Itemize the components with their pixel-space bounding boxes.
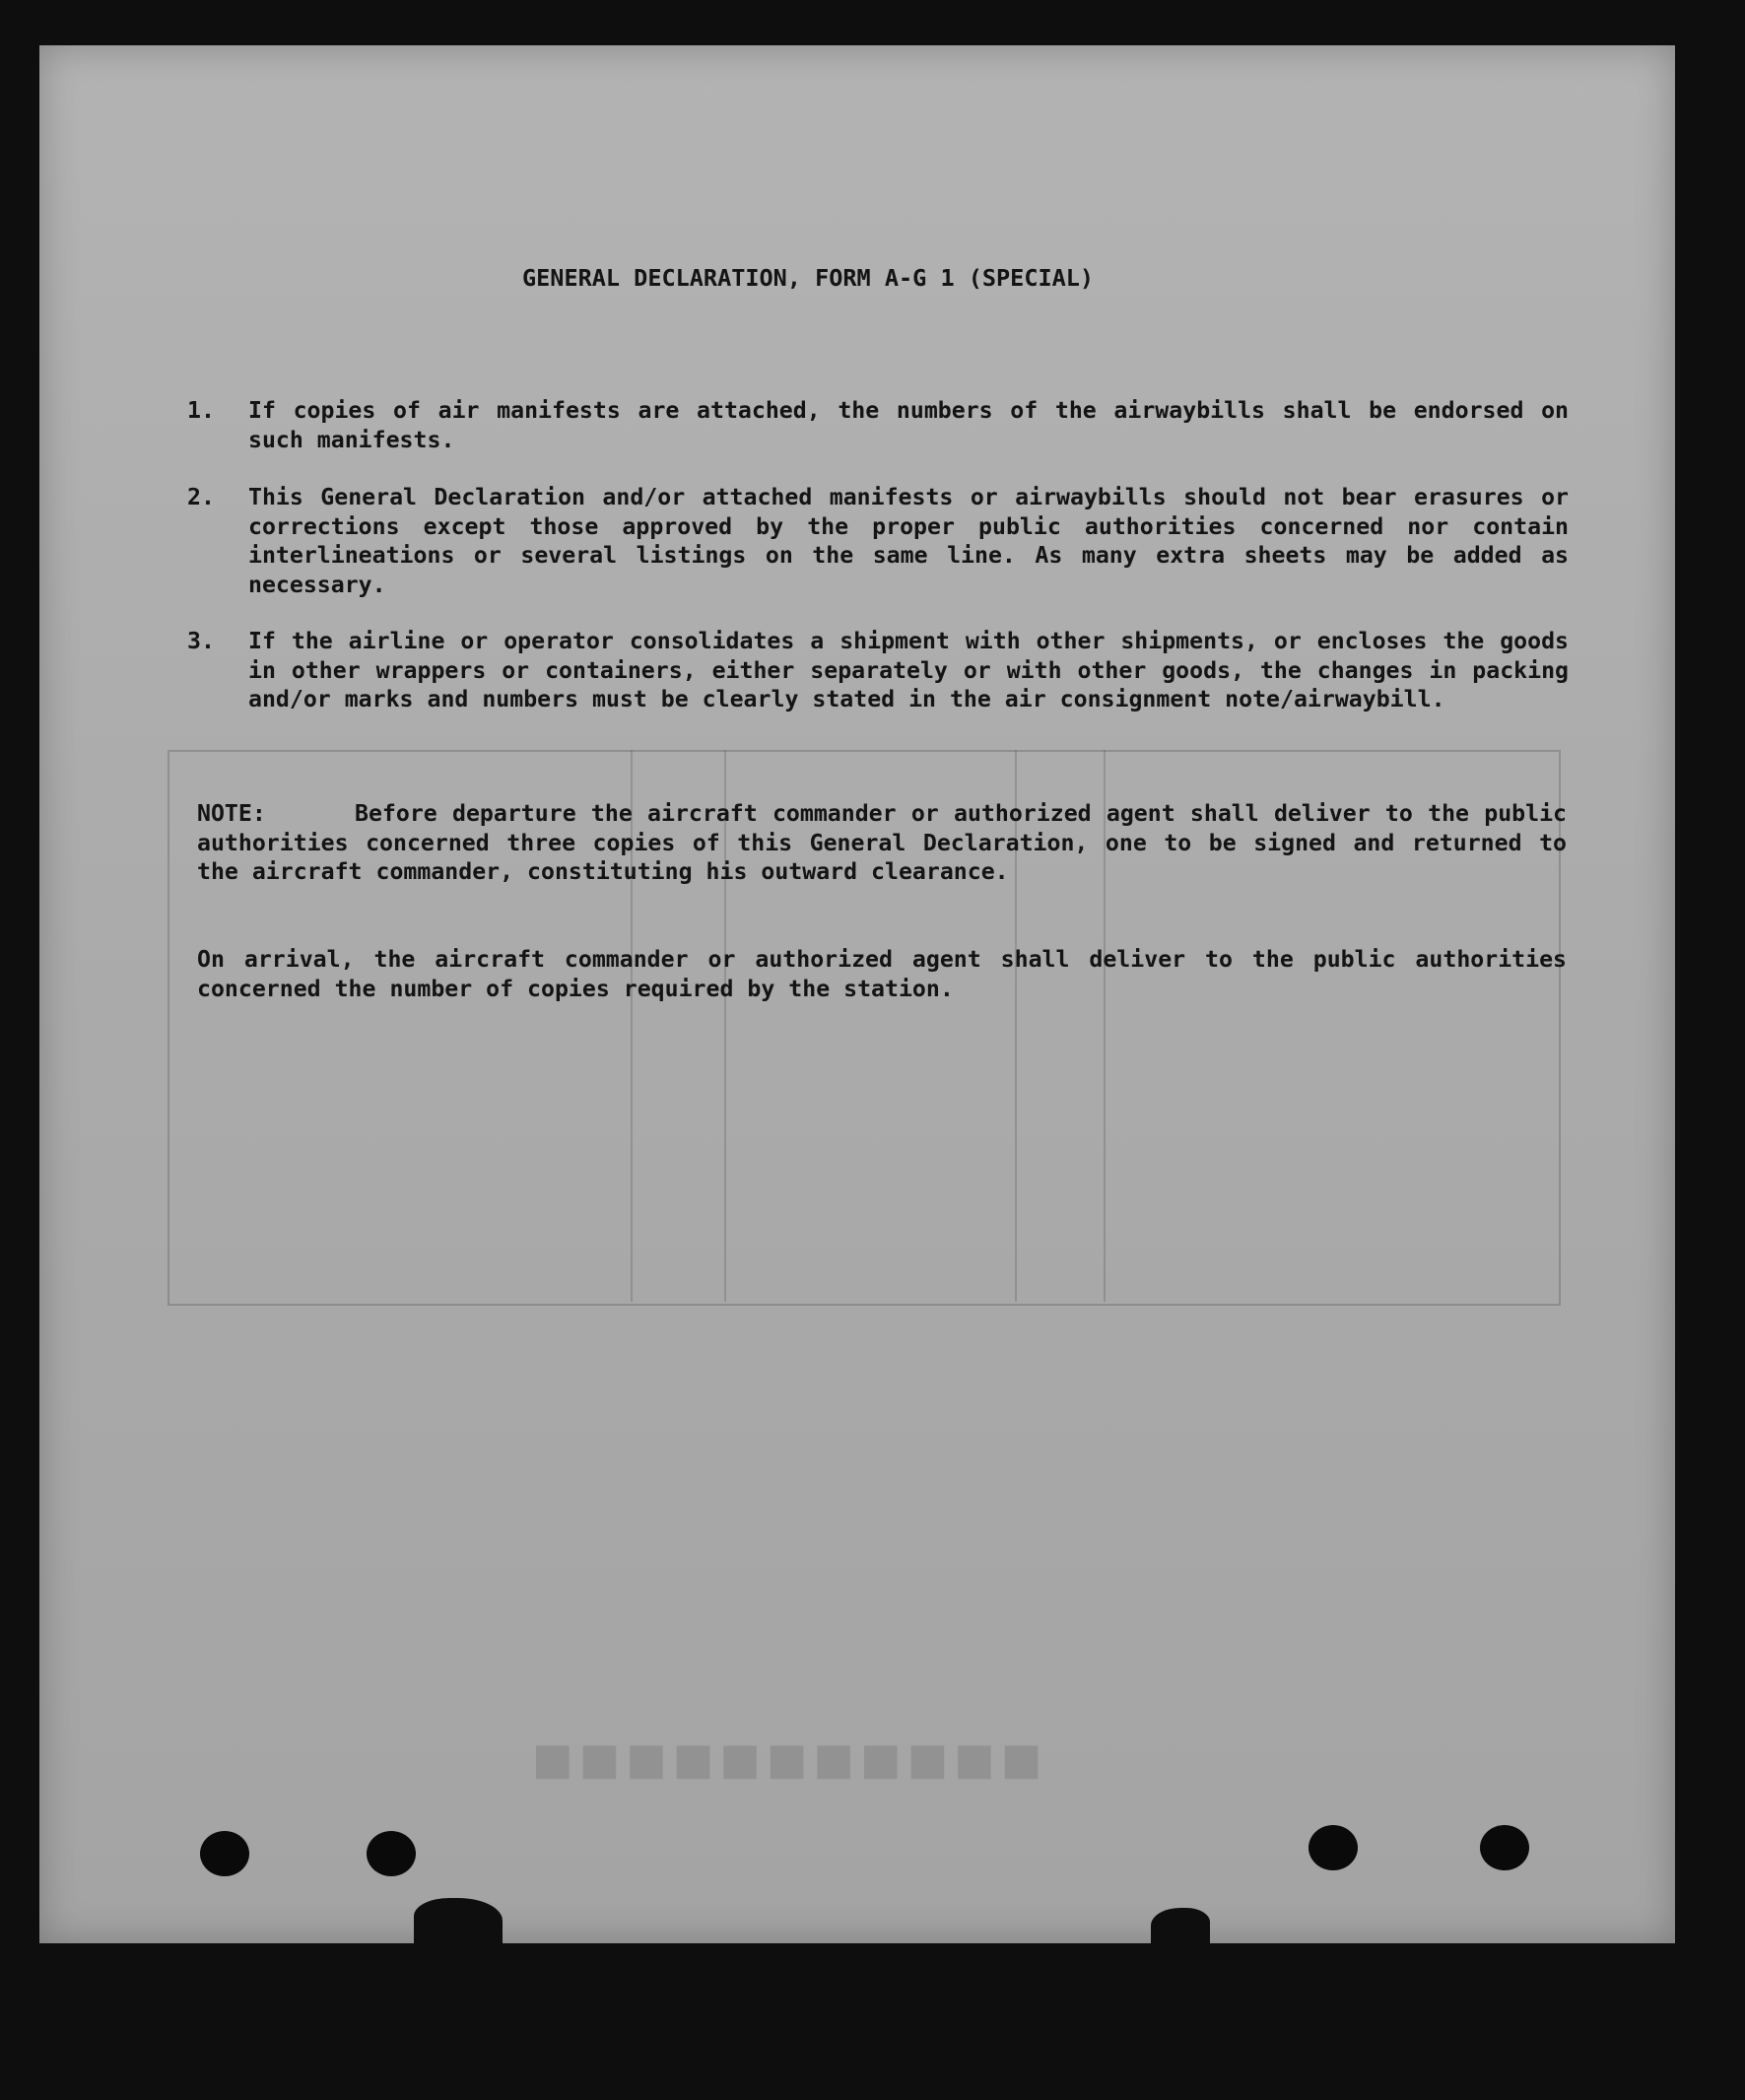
item-number: 1. bbox=[187, 397, 215, 424]
note-paragraph-1 bbox=[197, 799, 1567, 887]
note-text: On arrival, the aircraft commander or authorized agent shall deliver to the public authorities concerned the number of copies required by the station. bbox=[197, 946, 1567, 1002]
punch-hole bbox=[367, 1831, 416, 1876]
note-text: Before departure the aircraft commander or authorized agent shall deliver to the public authorities concerned three copies of this General Declaration, one to be signed and returned to the aircraft commander, constituting his outward clearance. bbox=[197, 800, 1567, 885]
item-text: If the airline or operator consolidates a shipment with other shipments, or encloses the goods in other wrappers or containers, either separately or with other goods, the changes in packing and/or marks and numbers must be clearly stated in the air consignment note/airwaybill. bbox=[248, 628, 1569, 712]
note-paragraph-2 bbox=[197, 945, 1567, 1003]
punch-hole bbox=[200, 1831, 249, 1876]
item-text: This General Declaration and/or attached manifests or airwaybills should not bear erasures or corrections except those approved by the proper public authorities concerned nor contain interlineations or several listings on the same line. As many extra sheets may be added as necessary. bbox=[248, 484, 1569, 598]
page-title: GENERAL DECLARATION, FORM A-G 1 (SPECIAL) bbox=[522, 264, 1095, 292]
item-number: 2. bbox=[187, 484, 215, 510]
paper-tear bbox=[414, 1898, 503, 1943]
item-text: If copies of air manifests are attached, the numbers of the airwaybills shall be endorsed on such manifests. bbox=[248, 397, 1569, 453]
punch-hole bbox=[1309, 1825, 1358, 1870]
item-number: 3. bbox=[187, 628, 215, 654]
note-label: NOTE: bbox=[197, 800, 266, 827]
document-page bbox=[39, 45, 1675, 1943]
bleed-through-heading: ■■■■■■■■■■■ bbox=[532, 1740, 1048, 1791]
punch-hole bbox=[1480, 1825, 1529, 1870]
paper-tear bbox=[1151, 1908, 1210, 1943]
